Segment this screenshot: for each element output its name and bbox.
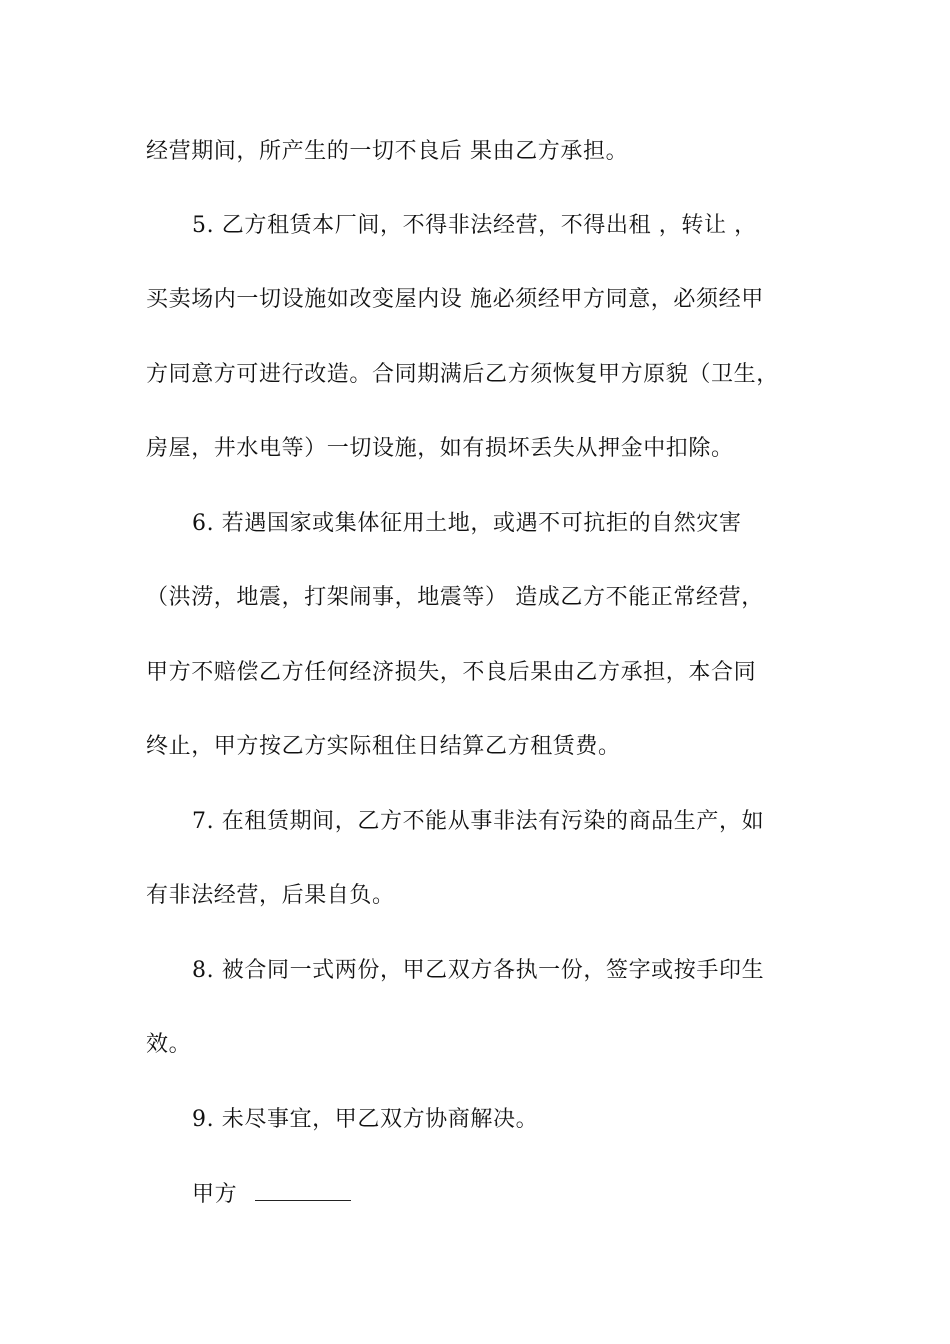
text-line: 终止，甲方按乙方实际租住日结算乙方租赁费。	[146, 734, 621, 759]
signature-blank	[255, 1180, 351, 1201]
text-line: （洪涝，地震，打架闹事，地震等） 造成乙方不能正常经营，	[146, 585, 764, 610]
clause-9-line: 9. 未尽事宜，甲乙双方协商解决。	[192, 1107, 539, 1132]
signature-label: 甲方	[192, 1182, 238, 1207]
text-line: 房屋，井水电等）一切设施，如有损坏丢失从押金中扣除。	[146, 436, 734, 461]
text-line: 甲方不赔偿乙方任何经济损失，不良后果由乙方承担，本合同	[146, 660, 757, 685]
clause-8-line: 8. 被合同一式两份，甲乙双方各执一份，签字或按手印生	[192, 958, 765, 983]
clause-6-line: 6. 若遇国家或集体征用土地，或遇不可抗拒的自然灾害	[192, 511, 742, 536]
text-line: 有非法经营，后果自负。	[146, 883, 395, 908]
clause-5-line: 5. 乙方租赁本厂间，不得非法经营，不得出租 ，转让 ，	[192, 213, 757, 238]
text-line: 方同意方可进行改造。合同期满后乙方须恢复甲方原貌（卫生，	[146, 362, 779, 387]
text-line: 经营期间，所产生的一切不良后 果由乙方承担。	[146, 139, 629, 164]
signature-row	[192, 1180, 351, 1210]
text-line: 效。	[146, 1032, 192, 1057]
text-line: 买卖场内一切设施如改变屋内设 施必须经甲方同意，必须经甲	[146, 287, 764, 312]
clause-7-line: 7. 在租赁期间，乙方不能从事非法有污染的商品生产，如	[192, 809, 765, 834]
